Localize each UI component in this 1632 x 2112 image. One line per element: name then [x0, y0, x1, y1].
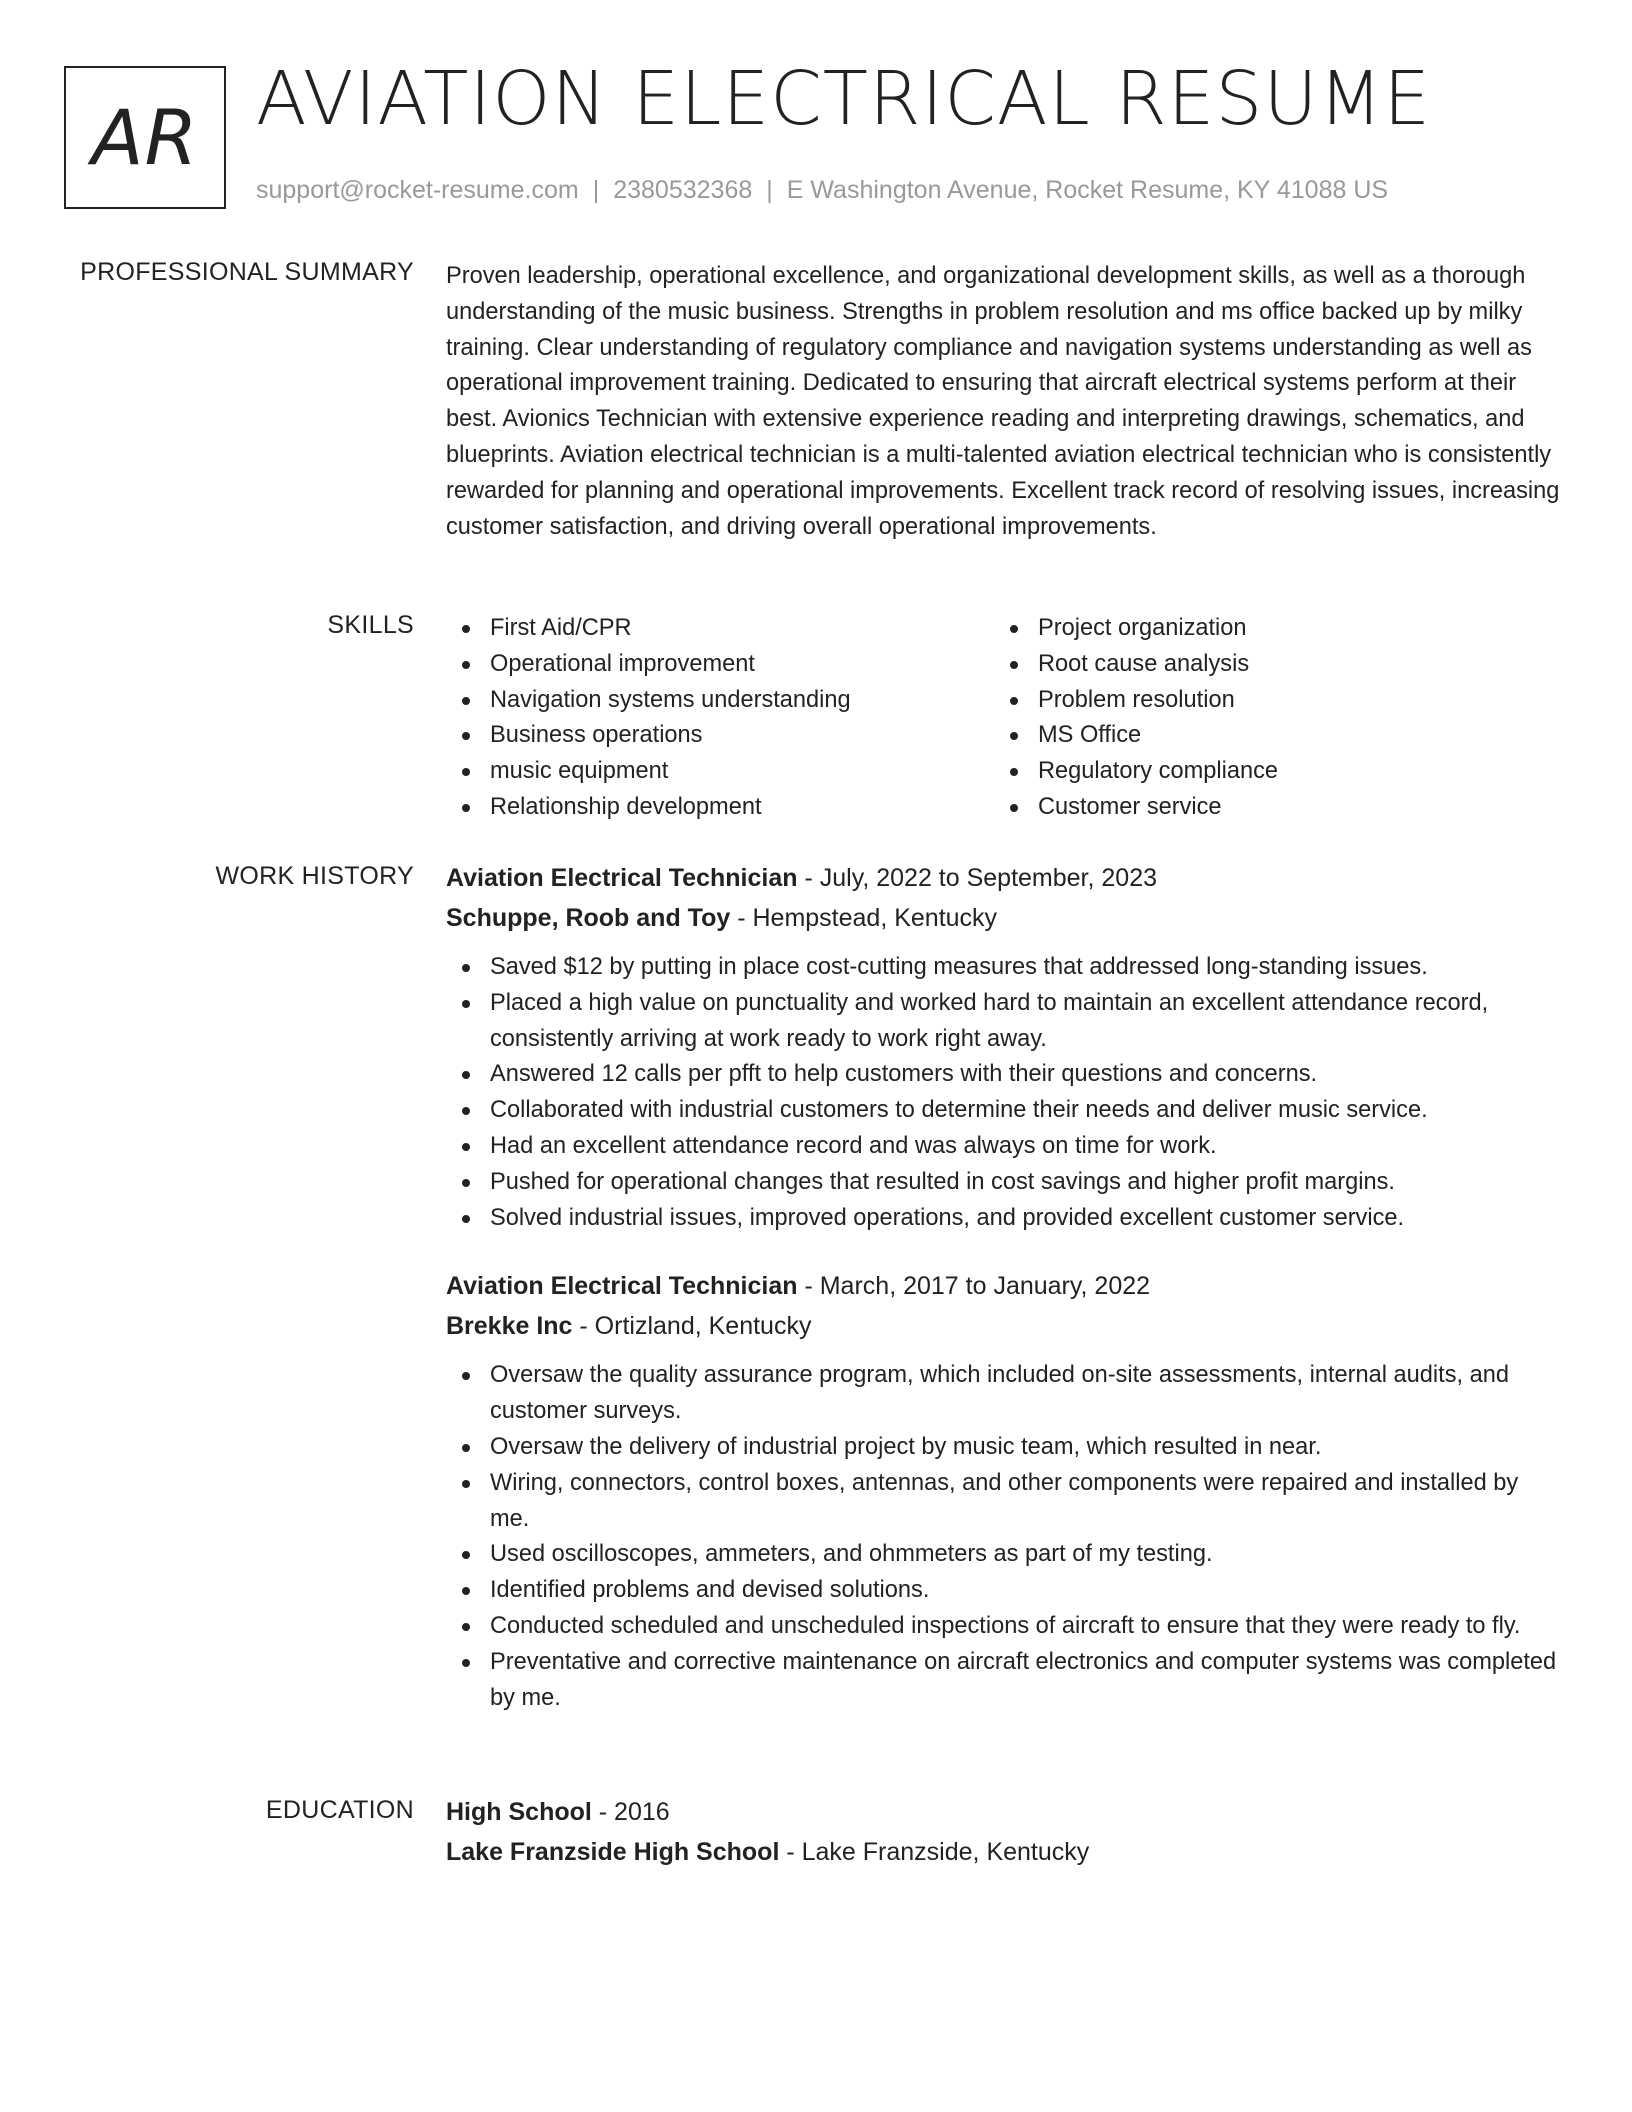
- job-duty: Saved $12 by putting in place cost-cutting measures that addressed long-standing issues.: [446, 950, 1561, 986]
- job-dates: - July, 2022 to September, 2023: [797, 864, 1158, 892]
- contact-email[interactable]: support@rocket-resume.com: [256, 176, 579, 204]
- job-duty: Had an excellent attendance record and was always on time for work.: [446, 1129, 1561, 1165]
- skill-item: First Aid/CPR: [446, 611, 994, 647]
- job-duty: Conducted scheduled and unscheduled inspections of aircraft to ensure that they were ready to fly.: [446, 1609, 1561, 1645]
- job-duty: Placed a high value on punctuality and worked hard to maintain an excellent attendance record, consistently arriving at work ready to work right away.: [446, 986, 1561, 1058]
- job-duty: Used oscilloscopes, ammeters, and ohmmeters as part of my testing.: [446, 1537, 1561, 1573]
- job-duty: Oversaw the delivery of industrial project by music team, which resulted in near.: [446, 1430, 1561, 1466]
- education-location: - Lake Franzside, Kentucky: [779, 1838, 1090, 1866]
- job-duties-list: [446, 950, 1561, 1236]
- job-duty: Answered 12 calls per pfft to help customers with their questions and concerns.: [446, 1057, 1561, 1093]
- section-label-education: EDUCATION: [265, 1796, 414, 1824]
- skill-item: Regulatory compliance: [994, 754, 1542, 790]
- education-degree: High School: [446, 1798, 592, 1826]
- job-company-line: [446, 1306, 1561, 1346]
- skills-body: [446, 611, 1561, 826]
- education-degree-line: [446, 1792, 1561, 1832]
- work-history-body: [446, 858, 1561, 1716]
- skill-item: Project organization: [994, 611, 1542, 647]
- contact-address: E Washington Avenue, Rocket Resume, KY 41088 US: [786, 176, 1389, 204]
- job-title-line: [446, 1266, 1561, 1306]
- education-body: [446, 1792, 1561, 1872]
- job-location: - Ortizland, Kentucky: [572, 1312, 812, 1341]
- job-title: Aviation Electrical Technician: [446, 864, 798, 892]
- skill-item: Relationship development: [446, 790, 994, 826]
- job-entry: [446, 1266, 1561, 1716]
- monogram-logo: AR: [64, 66, 226, 209]
- job-entry: [446, 858, 1561, 1236]
- contact-line: [256, 176, 1388, 205]
- skill-item: Operational improvement: [446, 647, 994, 683]
- job-location: - Hempstead, Kentucky: [730, 904, 998, 932]
- skill-item: Problem resolution: [994, 683, 1542, 719]
- job-dates: - March, 2017 to January, 2022: [797, 1272, 1151, 1301]
- skills-list-right: [994, 611, 1542, 826]
- skill-item: music equipment: [446, 754, 994, 790]
- job-duty: Solved industrial issues, improved operations, and provided excellent customer service.: [446, 1201, 1561, 1237]
- job-duty: Identified problems and devised solutions.: [446, 1573, 1561, 1609]
- summary-body: [446, 259, 1561, 545]
- job-company-line: [446, 898, 1561, 938]
- job-title: Aviation Electrical Technician: [446, 1272, 798, 1301]
- job-duty: Collaborated with industrial customers to determine their needs and deliver music service.: [446, 1093, 1561, 1129]
- education-year: - 2016: [591, 1798, 670, 1826]
- skill-item: MS Office: [994, 718, 1542, 754]
- education-school: Lake Franzside High School: [446, 1838, 780, 1866]
- summary-text: Proven leadership, operational excellence, and organizational development skills, as well as a thorough understanding of the music business. Strengths in problem resolution and ms office backed up by milky training. Clear understanding of regulatory compliance and navigation systems understanding as well as operational improvement training. Dedicated to ensuring that aircraft electrical systems perform at their best. Avionics Technician with extensive experience reading and interpreting drawings, schematics, and blueprints. Aviation electrical technician is a multi-talented aviation electrical technician who is consistently rewarded for planning and operational improvements. Excellent track record of resolving issues, increasing customer satisfaction, and driving overall operational improvements.: [446, 263, 1560, 540]
- skills-columns: [446, 611, 1561, 826]
- skill-item: Root cause analysis: [994, 647, 1542, 683]
- job-duty: Preventative and corrective maintenance on aircraft electronics and computer systems was completed by me.: [446, 1645, 1561, 1717]
- section-label-summary: PROFESSIONAL SUMMARY: [80, 258, 414, 286]
- job-duty: Oversaw the quality assurance program, which included on-site assessments, internal audits, and customer surveys.: [446, 1358, 1561, 1430]
- job-duty: Wiring, connectors, control boxes, antennas, and other components were repaired and installed by me.: [446, 1466, 1561, 1538]
- section-label-skills: SKILLS: [327, 611, 414, 639]
- resume-title: AVIATION ELECTRICAL RESUME: [256, 56, 1432, 142]
- contact-separator: |: [766, 176, 773, 204]
- job-duties-list: [446, 1358, 1561, 1716]
- education-school-line: [446, 1832, 1561, 1872]
- contact-separator: |: [592, 176, 600, 204]
- contact-phone[interactable]: 2380532368: [613, 176, 753, 204]
- job-company: Schuppe, Roob and Toy: [446, 904, 731, 932]
- job-company: Brekke Inc: [446, 1312, 573, 1341]
- skill-item: Navigation systems understanding: [446, 683, 994, 719]
- skill-item: Customer service: [994, 790, 1542, 826]
- skills-list-left: [446, 611, 994, 826]
- skill-item: Business operations: [446, 718, 994, 754]
- job-title-line: [446, 858, 1561, 898]
- job-duty: Pushed for operational changes that resulted in cost savings and higher profit margins.: [446, 1165, 1561, 1201]
- section-label-work: WORK HISTORY: [215, 862, 414, 890]
